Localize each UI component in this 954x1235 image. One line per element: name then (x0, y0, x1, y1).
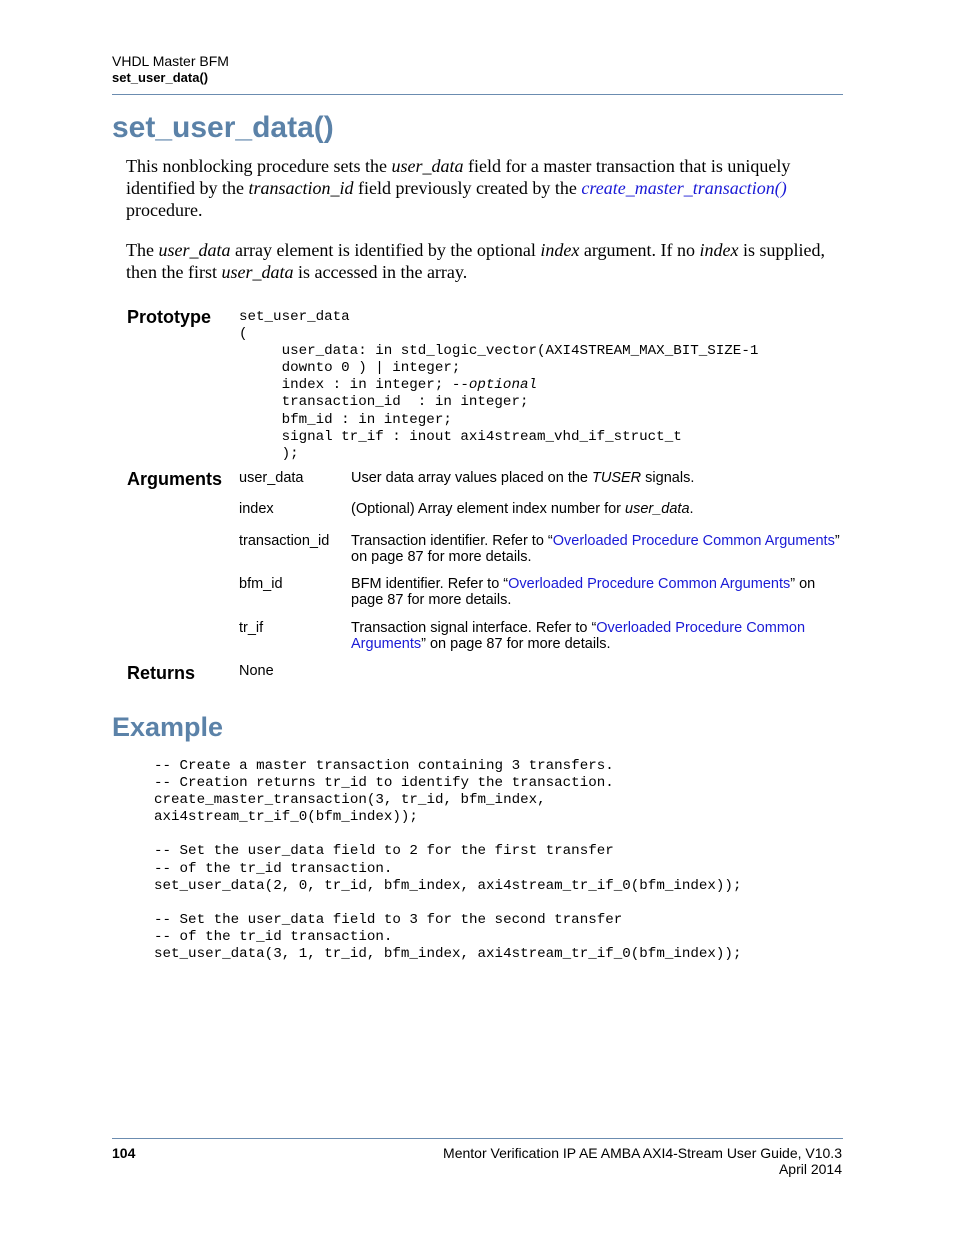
text: array element is identified by the optional (230, 240, 541, 260)
code-text: transaction_id : in integer; bfm_id : in integer; signal tr_if : inout axi4stream_vhd_if_struct_t ); (281, 394, 682, 462)
footer-divider (112, 1138, 843, 1139)
text: ” on page 87 for more details. (351, 576, 816, 608)
text: Transaction identifier. Refer to “ (351, 533, 553, 549)
intro-paragraph-1 (126, 155, 826, 221)
text: field previously created by the (353, 178, 582, 198)
text: argument. If no (579, 240, 700, 260)
arg-desc-transaction-id (351, 533, 843, 565)
arg-name-bfm-id: bfm_id (239, 576, 283, 592)
arg-desc-bfm-id (351, 576, 843, 608)
text: is accessed in the array. (293, 262, 468, 282)
text-italic: user_data (221, 262, 294, 282)
prototype-label: Prototype (127, 307, 212, 327)
text: procedure. (126, 200, 203, 220)
intro-paragraph-2 (126, 239, 826, 283)
text: (Optional) Array element index number for (351, 501, 626, 517)
text: This nonblocking procedure sets the (126, 156, 392, 176)
returns-label: Returns (127, 663, 196, 683)
link-text[interactable]: create_master_transaction() (581, 178, 787, 198)
text-italic: index (540, 240, 580, 260)
footer-date: April 2014 (778, 1161, 842, 1177)
text: field for a master transaction that is uniquely identified by the (126, 156, 791, 198)
text: ” on page 87 for more details. (351, 533, 840, 565)
overloaded-args-link[interactable]: Overloaded Procedure Common Arguments (508, 576, 791, 592)
overloaded-args-link[interactable]: Overloaded Procedure Common Arguments (351, 620, 806, 652)
header-divider (112, 94, 843, 95)
page-title: set_user_data() (112, 111, 334, 144)
code-italic: optional (468, 377, 537, 394)
arg-name-index: index (239, 501, 274, 517)
text: The (126, 240, 159, 260)
text-italic: user_data (391, 156, 464, 176)
text: is supplied, then the first (126, 240, 826, 282)
overloaded-args-link[interactable]: Overloaded Procedure Common Arguments (552, 533, 835, 549)
text: Transaction signal interface. Refer to “ (351, 620, 597, 636)
arg-desc-index (351, 501, 843, 517)
arg-name-user-data: user_data (239, 470, 304, 486)
text: signals. (641, 470, 695, 486)
code-text: set_user_data ( user_data: in std_logic_vector(AXI4STREAM_MAX_BIT_SIZE-1 downto 0 ) | integer; index : in integer; -- (239, 309, 759, 394)
text-italic: user_data (158, 240, 231, 260)
text: . (689, 501, 694, 517)
create-master-transaction-link[interactable] (581, 178, 786, 198)
arg-name-transaction-id: transaction_id (239, 533, 330, 549)
arg-desc-tr-if (351, 620, 843, 652)
text-italic: user_data (625, 501, 690, 517)
text: BFM identifier. Refer to “ (351, 576, 509, 592)
header-subsection: set_user_data() (112, 70, 209, 85)
example-code: -- Create a master transaction containing 3 transfers. -- Creation returns tr_id to identify the transaction. create_master_transaction(3, tr_id, bfm_index, axi4stream_tr_if_0(bfm_index)); -- Set the user_data field to 2 for the first transfer -- of the tr_id transaction. set_user_data(2, 0, tr_id, bfm_index, axi4stream_tr_if_0(bfm_index)); -- Set the user_data field to 3 for the second transfer -- of the tr_id transaction. set_user_data(3, 1, tr_id, bfm_index, axi4stream_tr_if_0(bfm_index)); (154, 758, 742, 963)
text-italic: TUSER (592, 470, 642, 486)
arguments-label: Arguments (127, 469, 223, 489)
text: User data array values placed on the (351, 470, 592, 486)
text: ” on page 87 for more details. (421, 636, 611, 652)
page-number: 104 (112, 1145, 136, 1161)
prototype-code (239, 309, 758, 463)
example-heading: Example (112, 712, 224, 742)
arg-desc-user-data (351, 470, 843, 486)
header-section: VHDL Master BFM (112, 53, 229, 69)
text-italic: transaction_id (248, 178, 354, 198)
footer-doc-title: Mentor Verification IP AE AMBA AXI4-Stream User Guide, V10.3 (443, 1145, 842, 1161)
running-header (112, 52, 843, 86)
arg-name-tr-if: tr_if (239, 620, 264, 636)
text-italic: index (699, 240, 739, 260)
footer-doc-info (443, 1145, 842, 1177)
returns-value: None (239, 663, 274, 679)
